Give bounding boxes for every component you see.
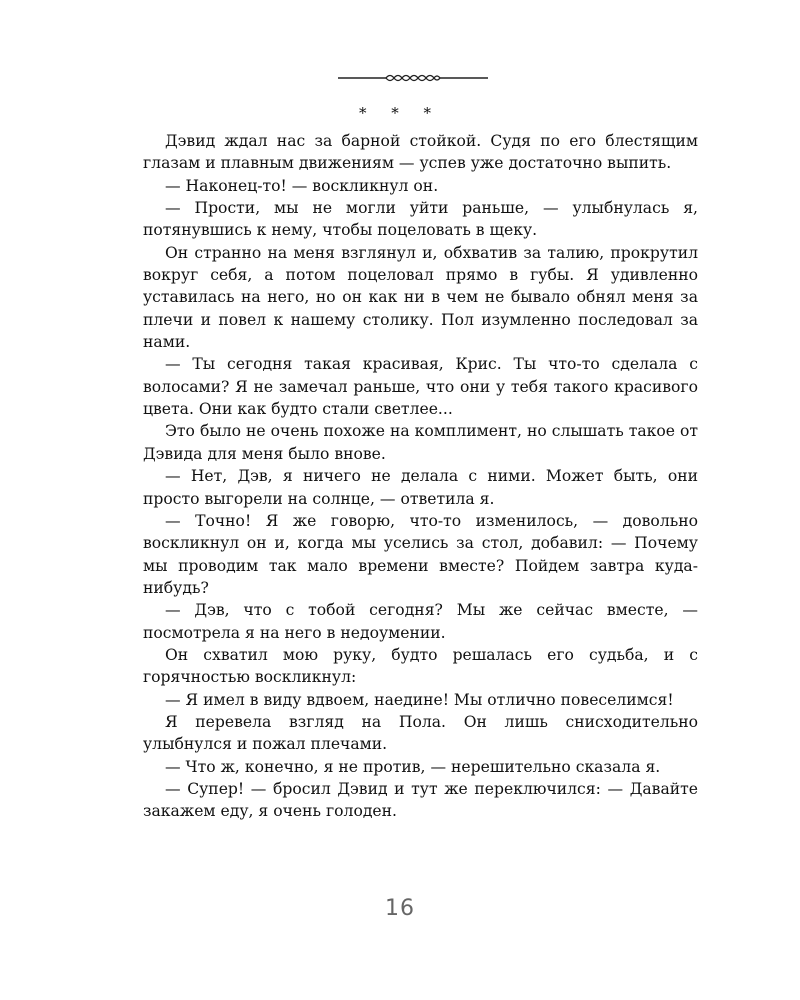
page-number: 16 [385,896,415,921]
paragraph: Он схватил мою руку, будто решалась его судьба, и с горячностью воскликнул: [143,645,698,687]
paragraph: — Нет, Дэв, я ничего не делала с ними. Может быть, они просто выгорели на солнце, — ответила я. [143,467,698,508]
body-text [143,130,698,823]
paragraph: Дэвид ждал нас за барной стойкой. Судя по его блестящим глазам и плавным движениям — успев уже достаточно выпить. [143,132,698,173]
paragraph: Я перевела взгляд на Пола. Он лишь снисходительно улыбнулся и пожал плечами. [143,712,698,754]
paragraph: — Ты сегодня такая красивая, Крис. Ты что-то сделала с волосами? Я не замечал раньше, что они у тебя такого красивого цвета. Они как будто стали светлее... [143,355,698,419]
paragraph: — Наконец-то! — воскликнул он. [165,176,439,195]
paragraph: Он странно на меня взглянул и, обхватив за талию, прокрутил вокруг себя, а потом поцеловал прямо в губы. Я удивленно уставилась на него, но он как ни в чем не бывало обнял меня за плечи и повел к нашему столику. Пол изумленно последовал за нами. [143,243,698,352]
paragraph: — Точно! Я же говорю, что-то изменилось, — довольно воскликнул он и, когда мы уселись за стол, добавил: — Почему мы проводим так мало времени вместе? Пойдем завтра кудa-нибудь? [143,511,698,597]
paragraph: — Супер! — бросил Дэвид и тут же переключился: — Давайте закажем еду, я очень голоден. [143,779,698,821]
decorative-divider-icon [338,68,488,88]
paragraph: — Дэв, что с тобой сегодня? Мы же сейчас вместе, — посмотрела я на него в недоумении. [143,601,698,642]
paragraph: — Прости, мы не могли уйти раньше, — улыбнулась я, потянувшись к нему, чтобы поцеловать в щеку. [143,199,698,240]
paragraph: — Что ж, конечно, я не против, — нерешительно сказала я. [165,757,661,776]
section-break: * * * [358,104,442,122]
paragraph: Это было не очень похоже на комплимент, но слышать такое от Дэвида для меня было вновe. [143,422,698,463]
paragraph: — Я имел в виду вдвоем, наедине! Мы отлично повеселимся! [165,690,674,709]
